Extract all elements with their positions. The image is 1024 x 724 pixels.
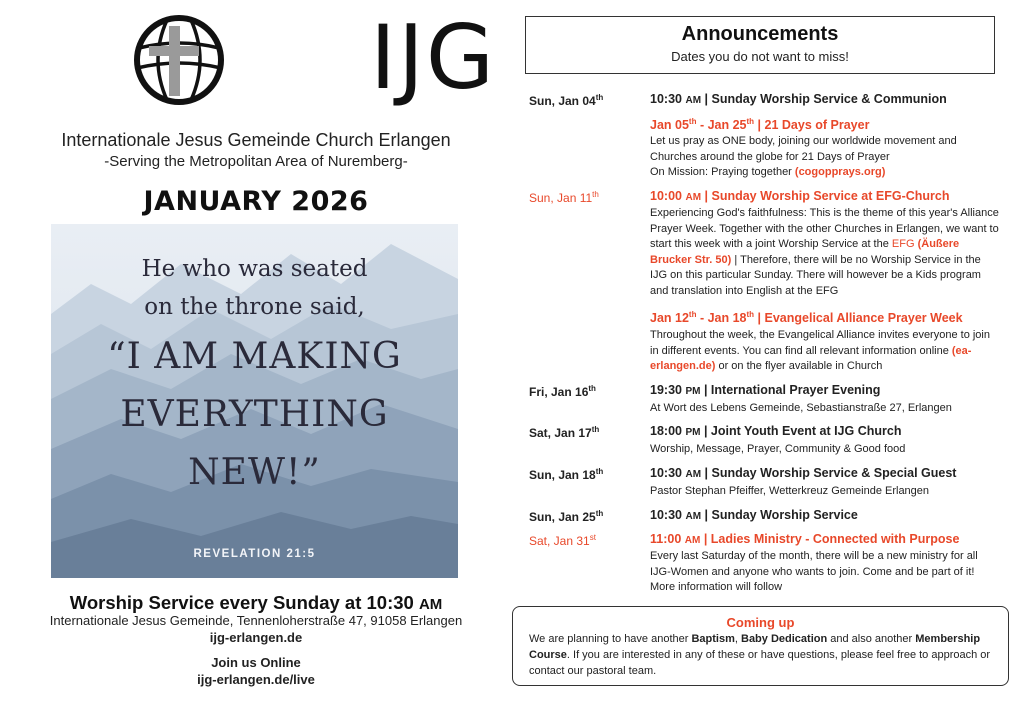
- verse-poster: [51, 224, 458, 578]
- verse-line-4: EVERYTHING: [120, 394, 389, 435]
- worship-ampm: AM: [418, 596, 443, 613]
- worship-line: Worship Service every Sunday at 10:30: [69, 592, 414, 613]
- logo-wordmark: IJG: [370, 6, 497, 109]
- globe-cross-icon: [123, 10, 243, 110]
- event-date: Fri, Jan 16th: [529, 384, 596, 399]
- church-name: Internationale Jesus Gemeinde Church Erlangen: [61, 130, 451, 150]
- event-title: 18:00 PM | Joint Youth Event at IJG Church: [650, 424, 902, 438]
- event-description: Worship, Message, Prayer, Community & Good food: [650, 443, 906, 455]
- worship-times: [0, 592, 512, 614]
- event-date: Sat, Jan 31st: [529, 533, 596, 548]
- verse-line-5: NEW!”: [188, 452, 321, 493]
- church-logo: [123, 6, 497, 110]
- efg-link[interactable]: EFG: [891, 238, 915, 250]
- announcements-title: Announcements: [681, 23, 839, 45]
- verse-line-1: He who was seated: [141, 256, 368, 282]
- join-online-label: Join us Online: [211, 655, 301, 670]
- event-description: Let us pray as ONE body, joining our worldwide movement and Churches around the globe for 21 Days of Prayer On Mission: Praying together (cogopprays.org): [650, 135, 957, 178]
- event-description: At Wort des Lebens Gemeinde, Sebastianstraße 27, Erlangen: [650, 402, 952, 414]
- event-date: Sun, Jan 18th: [529, 467, 604, 482]
- church-address: Internationale Jesus Gemeinde, Tennenloherstraße 47, 91058 Erlangen: [49, 613, 463, 628]
- event-description: Experiencing God's faithfulness: This is the theme of this year's Alliance Prayer Week. Together with the other Churches in Erlangen, we want to start this week with a joint Worship Service at the EFG (Äußere Brucker Str. 50) | Therefore, there will be no Worship Service in the IJG on this particular Sunday. There will however be a Kids program and translation into English at the EFG: [650, 207, 999, 297]
- event-title: 19:30 PM | International Prayer Evening: [650, 383, 881, 397]
- event-date: Sun, Jan 25th: [529, 509, 604, 524]
- announcements-subtitle: Dates you do not want to miss!: [671, 49, 849, 64]
- verse-reference: REVELATION 21:5: [193, 548, 316, 560]
- efg-address: (Äußere Brucker Str. 50): [650, 238, 960, 266]
- serving-tagline: -Serving the Metropolitan Area of Nuremberg-: [104, 153, 408, 170]
- event-title: Jan 12th - Jan 18th | Evangelical Alliance Prayer Week: [650, 310, 963, 326]
- verse-line-3: “I AM MAKING: [107, 336, 402, 377]
- event-title: 10:30 AM | Sunday Worship Service & Special Guest: [650, 466, 957, 480]
- coming-up-box: [512, 606, 1009, 686]
- event-description: Every last Saturday of the month, there will be a new ministry for all IJG-Women and anyone who wants to join. Come and be part of it! More information will follow: [650, 550, 978, 593]
- announcements-header: [525, 16, 995, 74]
- cogopprays-link[interactable]: (cogopprays.org): [794, 166, 886, 178]
- event-title: 11:00 AM | Ladies Ministry - Connected with Purpose: [650, 532, 960, 546]
- event-title: 10:30 AM | Sunday Worship Service: [650, 508, 858, 522]
- ea-erlangen-link[interactable]: (ea-erlangen.de): [650, 344, 972, 372]
- website-link[interactable]: ijg-erlangen.de: [209, 630, 303, 645]
- month-heading: JANUARY 2026: [143, 186, 369, 217]
- event-date: Sat, Jan 17th: [529, 425, 600, 440]
- event-title: 10:30 AM | Sunday Worship Service & Communion: [650, 92, 947, 106]
- event-title: Jan 05th - Jan 25th | 21 Days of Prayer: [650, 117, 870, 133]
- coming-up-text: We are planning to have another Baptism, Baby Dedication and also another Membership Course. If you are interested in any of these or have questions, please feel free to approach or contact our pastoral team.: [529, 633, 991, 677]
- coming-up-title: Coming up: [726, 615, 795, 630]
- verse-line-2: on the throne said,: [144, 294, 365, 320]
- event-description: Throughout the week, the Evangelical Alliance invites everyone to join in different events. You can find all relevant information online (ea-erlangen.de) or on the flyer available in Church: [650, 329, 990, 372]
- event-date: Sun, Jan 11th: [529, 190, 599, 205]
- event-date: Sun, Jan 04th: [529, 93, 604, 108]
- event-title: 10:00 AM | Sunday Worship Service at EFG-Church: [650, 189, 950, 203]
- event-description: Pastor Stephan Pfeiffer, Wetterkreuz Gemeinde Erlangen: [650, 485, 930, 497]
- live-stream-link[interactable]: ijg-erlangen.de/live: [197, 672, 315, 687]
